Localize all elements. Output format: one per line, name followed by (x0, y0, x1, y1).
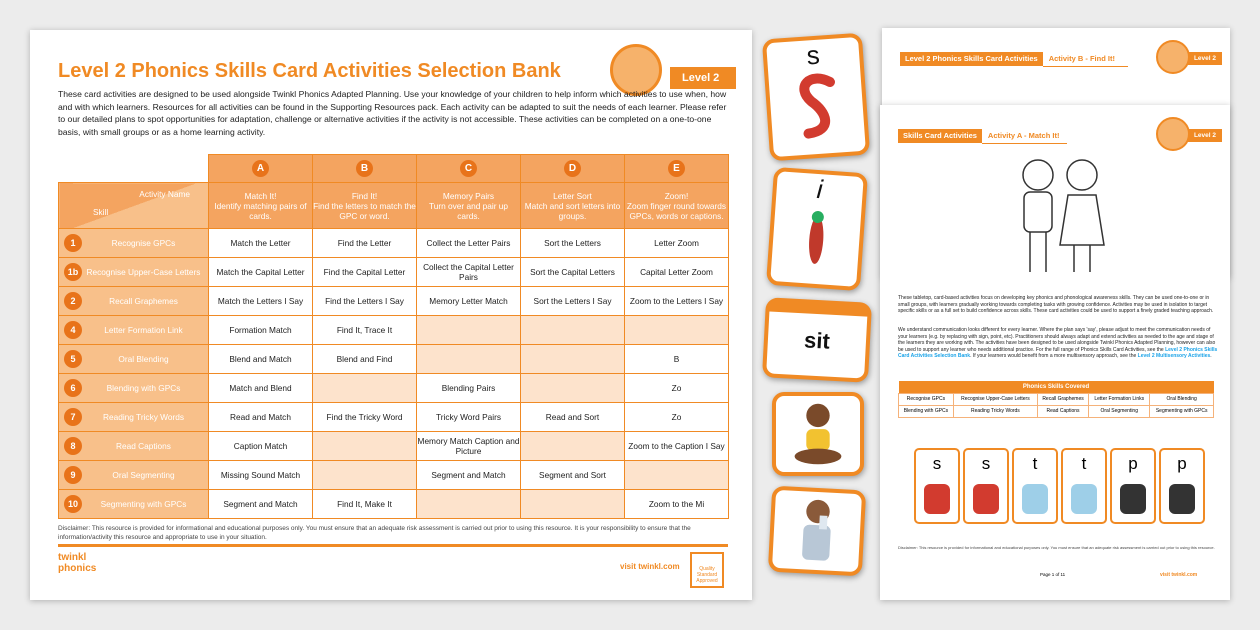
activity-cell: Find the Letters I Say (313, 287, 417, 316)
activity-cell (625, 316, 729, 345)
intro-paragraph: These tabletop, card-based activities focus on developing key phonics and phonological awareness skills. They can be used one-to-one or in small groups, with learners gradually working towards completing tasks with growing confidence. Activities may be used in isolation to target specific skills or as a full set to build confidence across skills. These card activities could be used to support a finely graded teaching approach. (898, 295, 1214, 314)
page-number: Page 1 of 11 (1040, 572, 1066, 577)
activity-cell: Tricky Word Pairs (417, 403, 521, 432)
activity-cell: Capital Letter Zoom (625, 258, 729, 287)
activity-cell: Read and Sort (521, 403, 625, 432)
skill-item: Oral Segmenting (1089, 405, 1150, 417)
activity-cell: Zo (625, 374, 729, 403)
activity-cell: Match the Letter (209, 229, 313, 258)
activity-title: Activity B - Find It! (1043, 52, 1128, 67)
skill-item: Oral Blending (1150, 393, 1214, 405)
multisensory-link[interactable]: Level 2 Multisensory Activities (1137, 353, 1211, 359)
skill-item: Read Captions (1037, 405, 1088, 417)
mini-card: s (914, 448, 960, 524)
activity-cell: Collect the Letter Pairs (417, 229, 521, 258)
card-picture (1169, 484, 1195, 514)
insect-icon (794, 204, 839, 277)
column-header: Zoom! Zoom finger round towards GPCs, words or captions. (625, 183, 729, 229)
skill-item: Recall Graphemes (1037, 393, 1088, 405)
twinkl-phonics-logo: twinkl phonics (58, 552, 97, 574)
selection-bank-page (30, 30, 752, 600)
activity-cell: Blend and Match (209, 345, 313, 374)
skill-label: Skill (93, 207, 109, 217)
level-badge: Level 2 (1188, 52, 1222, 65)
activity-cell: Find the Capital Letter (313, 258, 417, 287)
visit-link[interactable]: visit twinkl.com (1160, 572, 1198, 578)
skill-cell: 9 Oral Segmenting (59, 461, 209, 490)
column-letter: D (521, 155, 625, 183)
activity-cell: Zoom to the Caption I Say (625, 432, 729, 461)
card-picture (1071, 484, 1097, 514)
activity-cell: Zoom to the Letters I Say (625, 287, 729, 316)
skill-item: Letter Formation Links (1089, 393, 1150, 405)
quality-badge: Quality Standard Approved (690, 552, 724, 588)
skill-item: Recognise Upper-Case Letters (953, 393, 1037, 405)
activity-cell: Zoom to the Mi (625, 490, 729, 519)
skill-cell: 8 Read Captions (59, 432, 209, 461)
activity-cell: Memory Letter Match (417, 287, 521, 316)
activity-cell: Sort the Letters I Say (521, 287, 625, 316)
skill-cell: 6 Blending with GPCs (59, 374, 209, 403)
table-row (59, 432, 729, 461)
card-picture (1120, 484, 1146, 514)
mini-card: p (1159, 448, 1205, 524)
skill-cell: 2 Recall Graphemes (59, 287, 209, 316)
activity-cell (625, 461, 729, 490)
activity-cell: B (625, 345, 729, 374)
letter-card-i (766, 167, 868, 291)
skills-row (899, 393, 1214, 405)
table-row (59, 229, 729, 258)
column-header: Memory Pairs Turn over and pair up cards. (417, 183, 521, 229)
activity-cell (417, 490, 521, 519)
activity-cell: Segment and Sort (521, 461, 625, 490)
picture-card-drinking-boy (768, 486, 866, 577)
activity-cell: Letter Zoom (625, 229, 729, 258)
activity-cell (417, 316, 521, 345)
skills-title: Phonics Skills Covered (899, 381, 1214, 393)
activity-a-page (880, 105, 1230, 600)
mini-card: t (1061, 448, 1107, 524)
communication-paragraph: We understand communication looks different for every learner. Where the plan says 'say', please adjust to meet the communication needs of your learners (e.g. by replacing with sign, point, etc). Practitioners should always adapt and extend activities as needed to the age and stage of the learners they are working with. The activities have been designed to be used alongside Twinkl Phonics Adapted Planning, however can also be used to support any learner who needs additional practice. For the full range of Phonics Skills Card Activities, see the Level 2 Phonics Skills Card Activities Selection Bank. If your learners would benefit from a more multisensory approach, see the Level 2 Multisensory Activities. (898, 327, 1218, 359)
column-header: Letter Sort Match and sort letters into groups. (521, 183, 625, 229)
word-card-sit (762, 297, 872, 382)
table-row (59, 461, 729, 490)
card-word: sit (803, 327, 831, 354)
activity-cell (313, 374, 417, 403)
activity-cell: Match the Letters I Say (209, 287, 313, 316)
column-letter: B (313, 155, 417, 183)
children-avatar (1156, 117, 1190, 151)
example-cards (914, 448, 1205, 524)
activity-cell: Read and Match (209, 403, 313, 432)
activity-cell: Blending Pairs (417, 374, 521, 403)
mini-card: p (1110, 448, 1156, 524)
activity-cell: Memory Match Caption and Picture (417, 432, 521, 461)
skills-row (899, 405, 1214, 417)
activity-cell (521, 374, 625, 403)
skill-cell: 10 Segmenting with GPCs (59, 490, 209, 519)
activity-cell: Find the Tricky Word (313, 403, 417, 432)
sitting-girl-icon (788, 396, 848, 472)
level-badge: Level 2 (670, 67, 736, 89)
children-illustration (1000, 150, 1120, 280)
activity-name-label: Activity Name (139, 189, 190, 199)
activity-cell (313, 461, 417, 490)
skill-cell: 4 Letter Formation Link (59, 316, 209, 345)
page-title: Level 2 Phonics Skills Card Activities Selection Bank (58, 60, 561, 82)
table-row (59, 258, 729, 287)
activity-cell: Sort the Capital Letters (521, 258, 625, 287)
mini-card: t (1012, 448, 1058, 524)
skill-item: Recognise GPCs (899, 393, 954, 405)
activity-cell: Caption Match (209, 432, 313, 461)
activity-cell: Zo (625, 403, 729, 432)
table-row (59, 316, 729, 345)
card-letter: i (815, 173, 824, 205)
card-picture (973, 484, 999, 514)
activity-cell (521, 345, 625, 374)
activity-cell: Segment and Match (209, 490, 313, 519)
activity-cell (313, 432, 417, 461)
intro-text: These card activities are designed to be used alongside Twinkl Phonics Adapted Planning. Use your knowledge of your children to help inform which activities to use when, how and with which learners. Resources for all activities can be found in the Supporting Resources pack. Each activity can be adapted to suit the needs of each learner. Please refer to our detailed plans to spot opportunities for adaptation, challenge or alternative activities if the activity is not accessible. These activities can be completed on a one-to-one basis, with small groups or as a home learning activity. (58, 89, 727, 137)
skill-item: Reading Tricky Words (953, 405, 1037, 417)
skill-cell: 7 Reading Tricky Words (59, 403, 209, 432)
table-row (59, 287, 729, 316)
picture-card-sitting-girl (772, 392, 864, 476)
phonics-skills-table (898, 381, 1214, 418)
skill-item: Segmenting with GPCs (1150, 405, 1214, 417)
activity-cell: Formation Match (209, 316, 313, 345)
corner-header (59, 183, 209, 229)
activity-cell: Collect the Capital Letter Pairs (417, 258, 521, 287)
level-badge: Level 2 (1188, 129, 1222, 142)
mini-card: s (963, 448, 1009, 524)
activity-cell: Match and Blend (209, 374, 313, 403)
table-row (59, 345, 729, 374)
column-letter: E (625, 155, 729, 183)
activity-title: Activity A - Match It! (982, 129, 1067, 144)
activity-cell (521, 490, 625, 519)
activity-cell: Sort the Letters (521, 229, 625, 258)
letter-card-s (762, 33, 870, 162)
activity-cell (521, 432, 625, 461)
activity-cell: Find It, Make It (313, 490, 417, 519)
column-letter: C (417, 155, 521, 183)
column-letter: A (209, 155, 313, 183)
column-header: Find It! Find the letters to match the GPC or word. (313, 183, 417, 229)
skill-cell: 1b Recognise Upper-Case Letters (59, 258, 209, 287)
card-picture (1022, 484, 1048, 514)
activity-cell: Missing Sound Match (209, 461, 313, 490)
card-letter: s (805, 39, 821, 71)
skill-item: Blending with GPCs (899, 405, 954, 417)
activity-cell (417, 345, 521, 374)
table-row (59, 490, 729, 519)
drinking-boy-icon (785, 490, 849, 569)
disclaimer: Disclaimer: This resource is provided for informational and educational purposes only. You must ensure that an adequate risk assessment is carried out prior to using this resource. (898, 545, 1215, 550)
snake-icon (789, 69, 844, 142)
strip-title: Level 2 Phonics Skills Card Activities (900, 52, 1043, 66)
skill-cell: 5 Oral Blending (59, 345, 209, 374)
column-header: Match It! Identify matching pairs of cards. (209, 183, 313, 229)
activity-cell: Segment and Match (417, 461, 521, 490)
table-row (59, 403, 729, 432)
activities-table (58, 154, 729, 519)
card-picture (924, 484, 950, 514)
activity-cell: Match the Capital Letter (209, 258, 313, 287)
disclaimer: Disclaimer: This resource is provided for informational and educational purposes only. You must ensure that an adequate risk assessment is carried out prior to using this resource. It is your responsibility to ensure that the information/activity this resource and appropriate to use in your situation. (58, 525, 691, 541)
children-avatar (1156, 40, 1190, 74)
table-row (59, 374, 729, 403)
selection-bank-link[interactable]: Level 2 Phonics Skills Card Activities Selection Bank (898, 346, 1218, 359)
divider (58, 544, 728, 547)
visit-link[interactable]: visit twinkl.com (620, 562, 680, 571)
activity-cell (521, 316, 625, 345)
strip-title: Skills Card Activities (898, 129, 982, 143)
skill-cell: 1 Recognise GPCs (59, 229, 209, 258)
activity-cell: Find It, Trace It (313, 316, 417, 345)
activity-cell: Blend and Find (313, 345, 417, 374)
activity-cell: Find the Letter (313, 229, 417, 258)
